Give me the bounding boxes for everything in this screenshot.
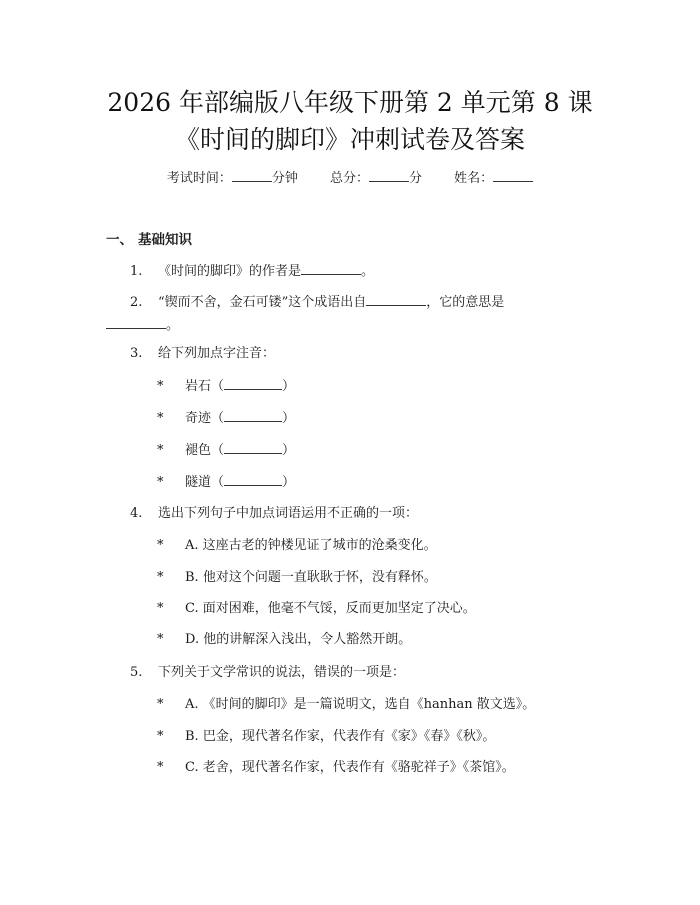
answer-blank[interactable]: [106, 314, 166, 329]
total-score-unit: 分: [409, 171, 423, 186]
section-number: 一、: [106, 232, 133, 248]
student-name-blank[interactable]: [493, 167, 533, 182]
bullet-icon: *: [157, 379, 164, 394]
bullet-icon: *: [157, 538, 164, 553]
pinyin-item: [157, 471, 295, 493]
pinyin-word: 褪色: [185, 443, 212, 458]
option-item[interactable]: [157, 727, 495, 747]
exam-meta-row: [0, 167, 700, 189]
paren-open: （: [211, 443, 225, 458]
pinyin-blank[interactable]: [224, 439, 282, 454]
option-item[interactable]: [157, 695, 535, 715]
bullet-icon: *: [157, 601, 164, 616]
bullet-icon: *: [157, 443, 164, 458]
bullet-icon: *: [157, 411, 164, 426]
total-score-blank[interactable]: [369, 167, 409, 182]
pinyin-blank[interactable]: [224, 407, 282, 422]
question-number: 5.: [130, 665, 143, 680]
bullet-icon: *: [157, 760, 164, 775]
section-title: 基础知识: [138, 232, 192, 248]
option-item[interactable]: [157, 568, 437, 588]
option-text: B. 他对这个问题一直耿耿于怀，没有释怀。: [185, 570, 437, 585]
pinyin-word: 奇迹: [185, 411, 212, 426]
question-text: 《时间的脚印》的作者是: [158, 264, 302, 279]
student-name: [454, 167, 533, 189]
document-title-line1: 2026 年部编版八年级下册第 2 单元第 8 课: [107, 88, 593, 117]
question-number: 3.: [130, 346, 143, 361]
paren-close: ）: [282, 475, 296, 490]
question-2-continued: [106, 314, 179, 336]
paren-close: ）: [282, 411, 296, 426]
bullet-icon: *: [157, 632, 164, 647]
exam-time-unit: 分钟: [271, 171, 298, 186]
exam-time-blank[interactable]: [232, 167, 272, 182]
answer-blank[interactable]: [366, 291, 426, 306]
paren-close: ）: [282, 379, 296, 394]
paren-open: （: [211, 411, 225, 426]
question-3: [130, 344, 275, 364]
option-text: C. 面对困难，他毫不气馁，反而更加坚定了决心。: [185, 601, 476, 616]
question-text: 给下列加点字注音：: [158, 346, 276, 361]
option-item[interactable]: [157, 630, 411, 650]
total-score-label: 总分：: [329, 171, 369, 186]
bullet-icon: *: [157, 729, 164, 744]
option-item[interactable]: [157, 758, 515, 778]
question-text: 下列关于文学常识的说法，错误的一项是：: [158, 665, 406, 680]
total-score: [330, 167, 422, 189]
question-text-end: 。: [166, 318, 180, 333]
question-number: 2.: [130, 295, 143, 310]
question-text-end: 。: [361, 264, 375, 279]
option-text: A. 《时间的脚印》是一篇说明文，选自《hanhan 散文选》。: [185, 697, 536, 712]
document-title-line2: 《时间的脚印》冲刺试卷及答案: [174, 125, 525, 154]
pinyin-item: [157, 375, 295, 397]
answer-blank[interactable]: [301, 260, 361, 275]
pinyin-word: 岩石: [185, 379, 212, 394]
question-1: [130, 260, 374, 282]
question-number: 4.: [130, 506, 143, 521]
option-text: A. 这座古老的钟楼见证了城市的沧桑变化。: [185, 538, 437, 553]
student-name-label: 姓名：: [454, 171, 494, 186]
pinyin-blank[interactable]: [224, 375, 282, 390]
section-heading: [106, 230, 192, 250]
option-text: D. 他的讲解深入浅出，令人豁然开朗。: [185, 632, 412, 647]
question-2: [130, 291, 504, 313]
option-text: C. 老舍，现代著名作家，代表作有《骆驼祥子》《茶馆》。: [185, 760, 515, 775]
exam-time: [167, 167, 298, 189]
bullet-icon: *: [157, 475, 164, 490]
question-text-middle: ，它的意思是: [426, 295, 505, 310]
pinyin-item: [157, 439, 295, 461]
pinyin-blank[interactable]: [224, 471, 282, 486]
paren-close: ）: [282, 443, 296, 458]
option-text: B. 巴金，现代著名作家，代表作有《家》《春》《秋》。: [185, 729, 496, 744]
question-number: 1.: [130, 264, 143, 279]
question-5: [130, 663, 405, 683]
paren-open: （: [211, 475, 225, 490]
pinyin-word: 隧道: [185, 475, 212, 490]
exam-time-label: 考试时间：: [166, 171, 232, 186]
pinyin-item: [157, 407, 295, 429]
question-text: “锲而不舍，金石可镂”这个成语出自: [158, 295, 367, 310]
option-item[interactable]: [157, 599, 476, 619]
question-4: [130, 504, 418, 524]
bullet-icon: *: [157, 697, 164, 712]
paren-open: （: [211, 379, 225, 394]
bullet-icon: *: [157, 570, 164, 585]
option-item[interactable]: [157, 536, 437, 556]
question-text: 选出下列句子中加点词语运用不正确的一项：: [158, 506, 419, 521]
